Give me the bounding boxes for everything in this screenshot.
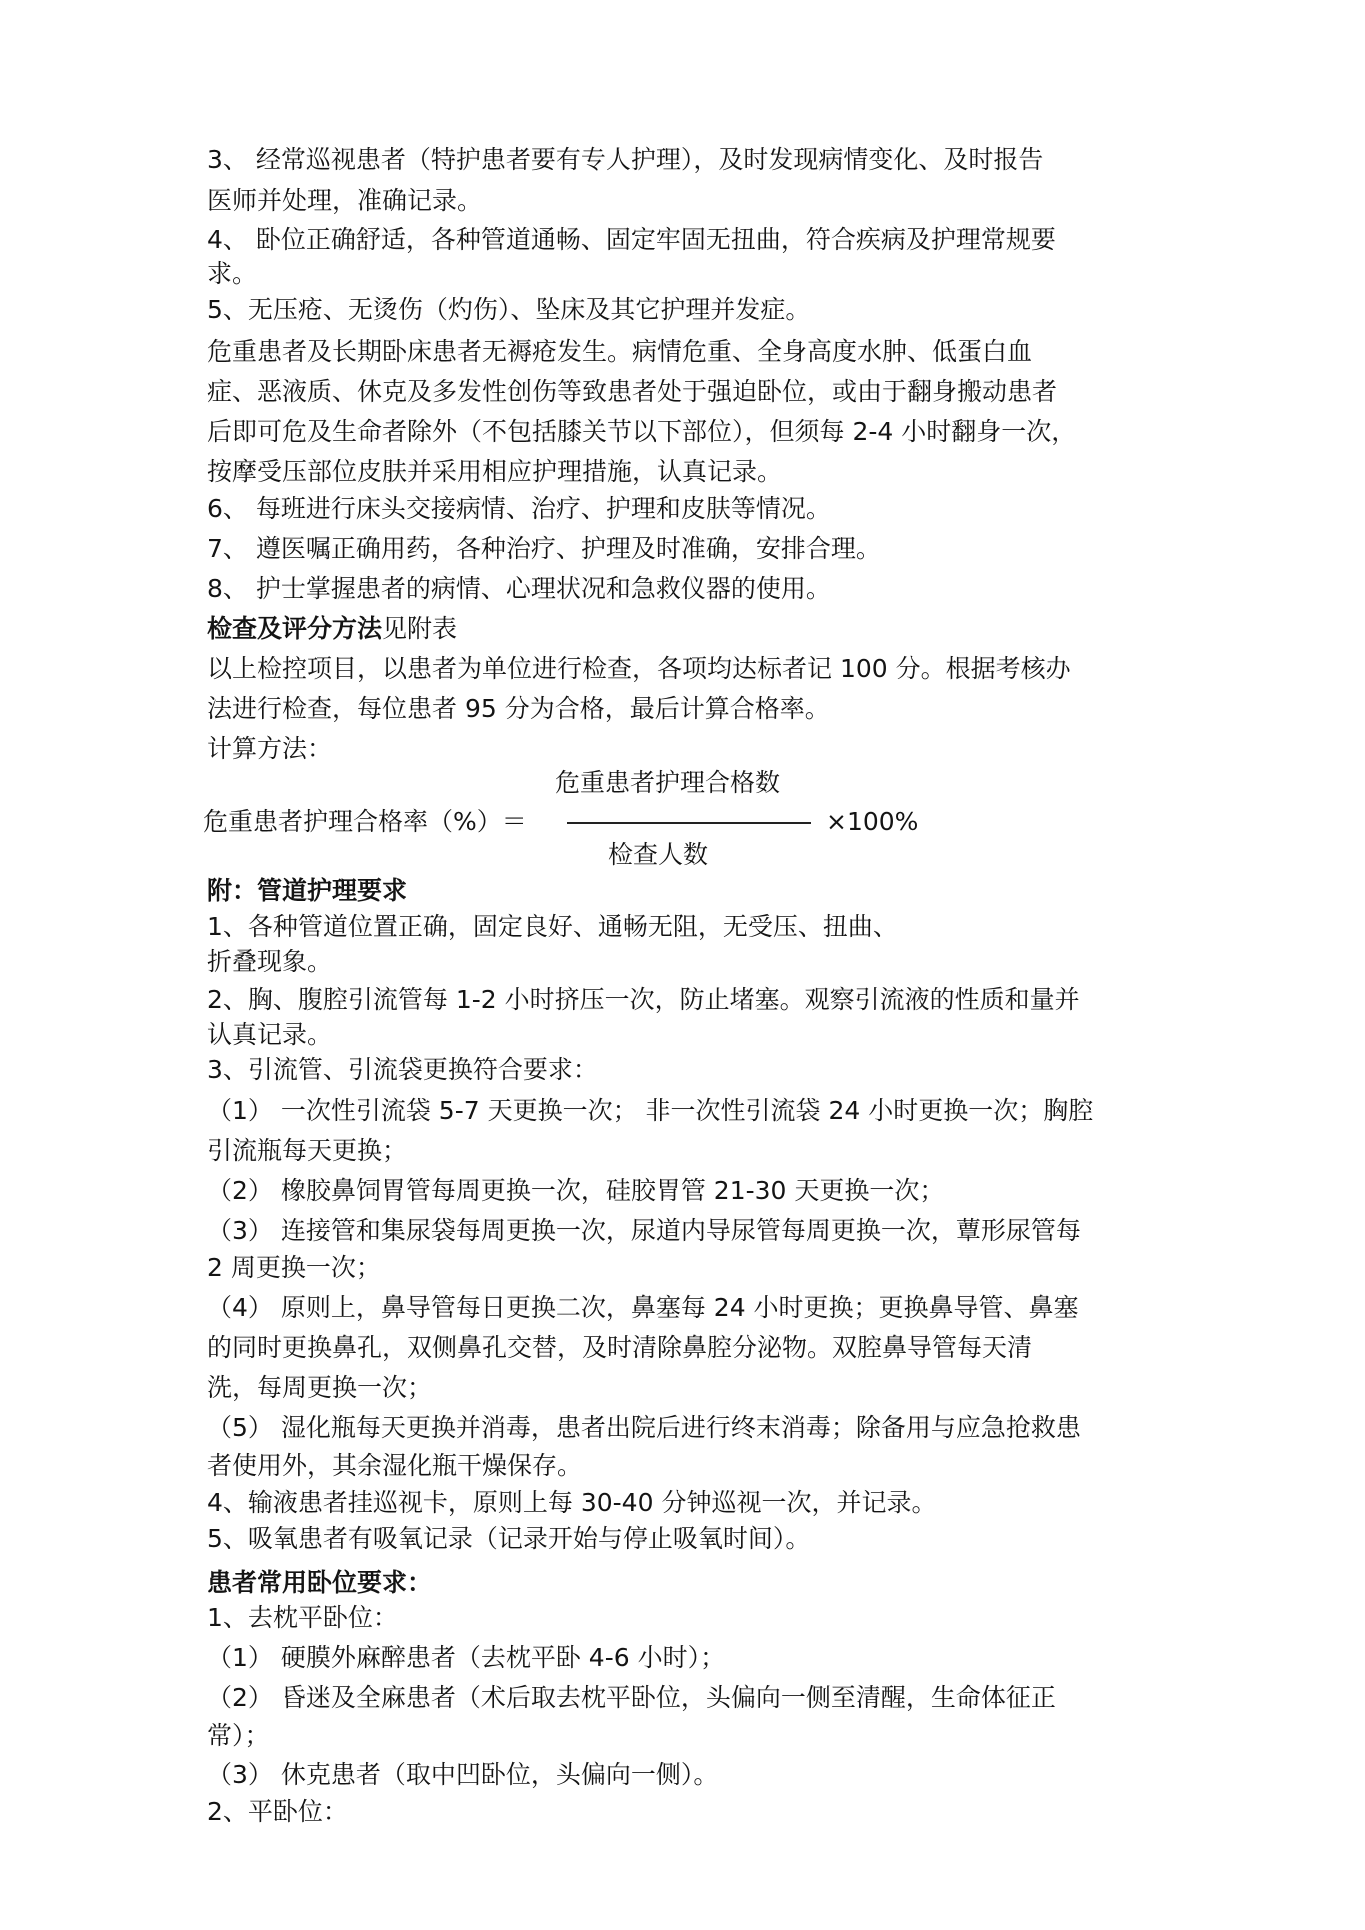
text-line: （5） 湿化瓶每天更换并消毒，患者出院后进行终末消毒；除备用与应急抢救患 — [207, 1413, 1081, 1442]
text-line: 症、恶液质、休克及多发性创伤等致患者处于强迫卧位，或由于翻身搬动患者 — [207, 377, 1058, 406]
text-line: 按摩受压部位皮肤并采用相应护理措施，认真记录。 — [207, 457, 783, 486]
text-line: 6、 每班进行床头交接病情、治疗、护理和皮肤等情况。 — [207, 494, 831, 523]
text-line: （2） 橡胶鼻饲胃管每周更换一次，硅胶胃管 21-30 天更换一次； — [207, 1176, 945, 1205]
section-heading-check — [207, 612, 457, 646]
formula-lhs: 危重患者护理合格率（%）＝ — [203, 807, 527, 836]
text-line: （1） 一次性引流袋 5-7 天更换一次； 非一次性引流袋 24 小时更换一次；胸腔 — [207, 1096, 1094, 1125]
text-line: 2、平卧位： — [207, 1797, 348, 1826]
text-line: 洗，每周更换一次； — [207, 1373, 433, 1402]
formula-multiplier: ×100% — [826, 807, 919, 836]
text-line: 认真记录。 — [207, 1020, 333, 1049]
text-line: 1、各种管道位置正确，固定良好、通畅无阻，无受压、扭曲、 — [207, 912, 898, 941]
text-line: 1、去枕平卧位： — [207, 1603, 398, 1632]
fraction-bar — [567, 822, 811, 824]
text-line: 7、 遵医嘱正确用药，各种治疗、护理及时准确，安排合理。 — [207, 534, 881, 563]
text-line: 后即可危及生命者除外（不包括膝关节以下部位），但须每 2-4 小时翻身一次， — [207, 417, 1077, 446]
text-line: （4） 原则上，鼻导管每日更换二次，鼻塞每 24 小时更换；更换鼻导管、鼻塞 — [207, 1293, 1079, 1322]
text-line: 折叠现象。 — [207, 947, 333, 976]
text-line: 2 周更换一次； — [207, 1253, 381, 1282]
text-line: （3） 休克患者（取中凹卧位，头偏向一侧）。 — [207, 1760, 719, 1789]
text-line: （1） 硬膜外麻醉患者（去枕平卧 4-6 小时）； — [207, 1643, 726, 1672]
text-line: 者使用外，其余湿化瓶干燥保存。 — [207, 1451, 583, 1480]
text-line: 医师并处理，准确记录。 — [207, 186, 483, 215]
section-heading-position: 患者常用卧位要求： — [207, 1568, 433, 1597]
text-line: 8、 护士掌握患者的病情、心理状况和急救仪器的使用。 — [207, 574, 831, 603]
text-line: 危重患者及长期卧床患者无褥疮发生。病情危重、全身高度水肿、低蛋白血 — [207, 337, 1033, 366]
text-line: 3、引流管、引流袋更换符合要求： — [207, 1055, 598, 1084]
section-heading-check-bold: 检查及评分方法 — [207, 614, 383, 643]
section-heading-check-rest: 见附表 — [382, 614, 458, 643]
text-line: 的同时更换鼻孔，双侧鼻孔交替，及时清除鼻腔分泌物。双腔鼻导管每天清 — [207, 1333, 1033, 1362]
formula-numerator: 危重患者护理合格数 — [555, 768, 781, 797]
text-line: 4、 卧位正确舒适，各种管道通畅、固定牢固无扭曲，符合疾病及护理常规要 — [207, 225, 1056, 254]
text-line: （2） 昏迷及全麻患者（术后取去枕平卧位，头偏向一侧至清醒，生命体征正 — [207, 1683, 1056, 1712]
text-line: 引流瓶每天更换； — [207, 1136, 408, 1165]
text-line: 法进行检查，每位患者 95 分为合格，最后计算合格率。 — [207, 694, 830, 723]
text-line: 常）； — [207, 1721, 270, 1750]
text-line: 求。 — [207, 259, 258, 288]
text-line: 3、 经常巡视患者（特护患者要有专人护理），及时发现病情变化、及时报告 — [207, 145, 1044, 174]
section-heading-tube: 附：管道护理要求 — [207, 876, 408, 905]
text-line: 4、输液患者挂巡视卡，原则上每 30-40 分钟巡视一次，并记录。 — [207, 1488, 937, 1517]
text-line: 以上检控项目，以患者为单位进行检查，各项均达标者记 100 分。根据考核办 — [207, 654, 1071, 683]
text-line: 5、无压疮、无烫伤（灼伤）、坠床及其它护理并发症。 — [207, 295, 811, 324]
formula-denominator: 检查人数 — [608, 840, 709, 869]
text-line: 5、吸氧患者有吸氧记录（记录开始与停止吸氧时间）。 — [207, 1524, 811, 1553]
text-line: 2、胸、腹腔引流管每 1-2 小时挤压一次，防止堵塞。观察引流液的性质和量并 — [207, 985, 1080, 1014]
text-line: 计算方法： — [207, 734, 333, 763]
text-line: （3） 连接管和集尿袋每周更换一次，尿道内导尿管每周更换一次，蕈形尿管每 — [207, 1216, 1081, 1245]
